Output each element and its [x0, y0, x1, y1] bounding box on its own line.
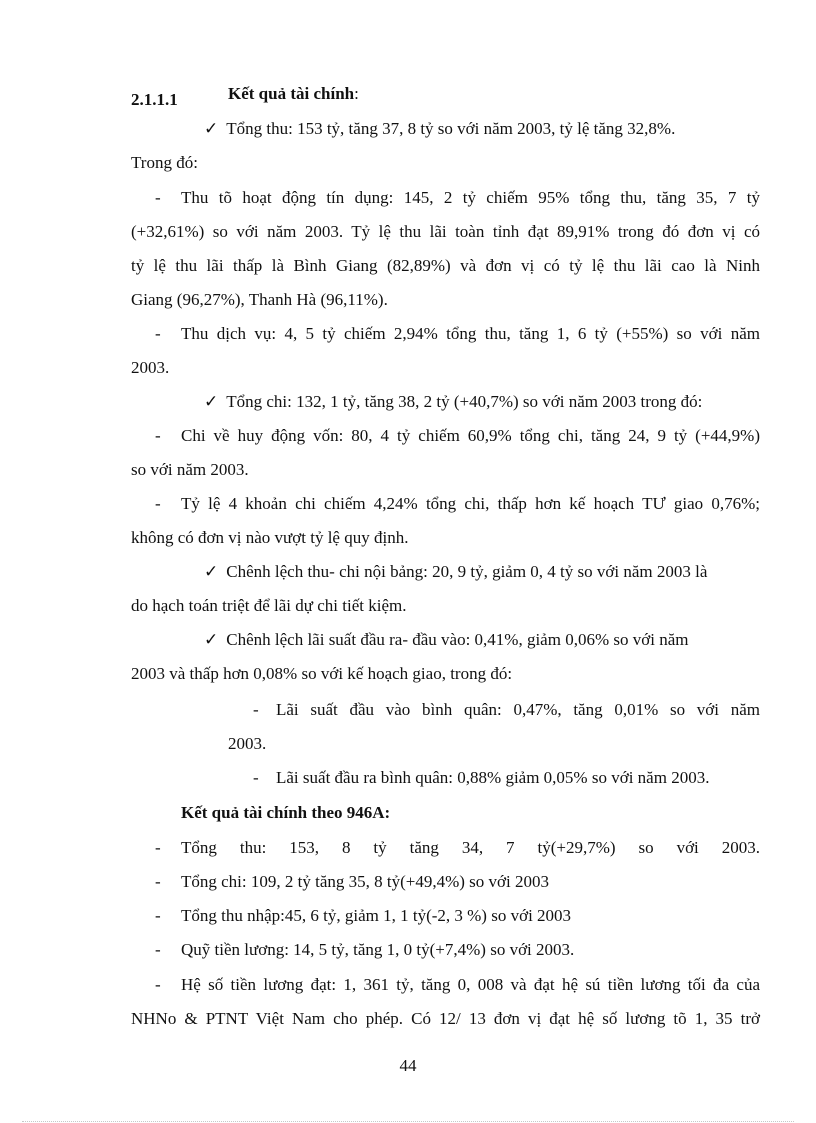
text-line: Chênh lệch lãi suất đầu ra- đầu vào: 0,41%, giảm 0,06% so với năm	[226, 630, 689, 649]
dash-bullet: -	[155, 494, 161, 513]
text-line: 2003.	[131, 358, 170, 377]
text-line: (+32,61%) so với năm 2003. Tỷ lệ thu lãi toàn tỉnh đạt 89,91% trong đó đơn vị có	[131, 222, 760, 241]
text-line: Tổng thu: 153 tỷ, tăng 37, 8 tỷ so với năm 2003, tỷ lệ tăng 32,8%.	[226, 119, 676, 138]
text-line: Tổng thu nhập:45, 6 tỷ, giảm 1, 1 tỷ(-2, 3 %) so với 2003	[181, 906, 572, 925]
list-item-bullet	[155, 494, 181, 514]
dash-bullet: -	[253, 768, 259, 787]
page-bottom-divider	[22, 1121, 794, 1122]
list-item-bullet	[155, 940, 181, 960]
dash-bullet: -	[155, 426, 161, 445]
section-title-text: Kết quả tài chính	[228, 84, 355, 103]
text-line: Thu tõ hoạt động tín dụng: 145, 2 tỷ chiếm 95% tổng thu, tăng 35, 7 tỷ	[181, 188, 760, 207]
list-item-bullet	[155, 324, 181, 344]
checkmark-icon: ✓	[204, 630, 219, 649]
text-line: Giang (96,27%), Thanh Hà (96,11%).	[131, 290, 388, 309]
section-title-colon: :	[354, 84, 359, 103]
text-line: Hệ số tiền lương đạt: 1, 361 tỷ, tăng 0, 008 và đạt hệ sú tiền lương tối đa của	[181, 975, 760, 994]
text-line: Lãi suất đầu ra bình quân: 0,88% giảm 0,05% so với năm 2003.	[276, 768, 710, 787]
dash-bullet: -	[155, 975, 161, 994]
list-item-bullet	[155, 426, 181, 446]
text-line: Tỷ lệ 4 khoản chi chiếm 4,24% tổng chi, thấp hơn kế hoạch TƯ giao 0,76%;	[181, 494, 760, 513]
text-line: Quỹ tiền lương: 14, 5 tỷ, tăng 1, 0 tỷ(+7,4%) so với 2003.	[181, 940, 575, 959]
text-line: 2003.	[228, 734, 267, 753]
section-title	[228, 84, 359, 104]
text-line: Lãi suất đầu vào bình quân: 0,47%, tăng 0,01% so với năm	[276, 700, 760, 719]
list-item-bullet	[155, 838, 181, 858]
section-number: 2.1.1.1	[131, 90, 178, 109]
dash-bullet: -	[155, 188, 161, 207]
text-line: Tổng thu: 153, 8 tỷ tăng 34, 7 tỷ(+29,7%) so với 2003.	[181, 838, 760, 857]
dash-bullet: -	[155, 940, 161, 959]
paragraph-total-expense	[204, 392, 702, 412]
text-line: Trong đó:	[131, 153, 198, 172]
checkmark-icon: ✓	[204, 562, 219, 581]
text-line: Chênh lệch thu- chi nội bảng: 20, 9 tỷ, giảm 0, 4 tỷ so với năm 2003 là	[226, 562, 708, 581]
dash-bullet: -	[155, 906, 161, 925]
text-line: Chi về huy động vốn: 80, 4 tỷ chiếm 60,9% tổng chi, tăng 24, 9 tỷ (+44,9%)	[181, 426, 760, 445]
list-item-bullet	[155, 975, 181, 995]
text-line: không có đơn vị nào vượt tỷ lệ quy định.	[131, 528, 409, 547]
text-line: Tổng chi: 132, 1 tỷ, tăng 38, 2 tỷ (+40,7%) so với năm 2003 trong đó:	[226, 392, 703, 411]
checkmark-icon: ✓	[204, 392, 219, 411]
text-line: do hạch toán triệt để lãi dự chi tiết kiệm.	[131, 596, 407, 615]
paragraph-total-revenue	[204, 119, 675, 139]
text-line: Thu dịch vụ: 4, 5 tỷ chiếm 2,94% tổng thu, tăng 1, 6 tỷ (+55%) so với năm	[181, 324, 760, 343]
text-line: NHNo & PTNT Việt Nam cho phép. Có 12/ 13 đơn vị đạt hệ số lương tõ 1, 35 trở	[131, 1009, 760, 1028]
checkmark-icon: ✓	[204, 119, 219, 138]
text-line: tỷ lệ thu lãi thấp là Bình Giang (82,89%) và đơn vị có tỷ lệ thu lãi cao là Ninh	[131, 256, 760, 275]
text-line: so với năm 2003.	[131, 460, 249, 479]
dash-bullet: -	[155, 872, 161, 891]
list-item-bullet	[155, 906, 181, 926]
dash-bullet: -	[253, 700, 259, 719]
dash-bullet: -	[155, 838, 161, 857]
list-item-bullet	[155, 872, 181, 892]
subsection-heading: Kết quả tài chính theo 946A:	[181, 803, 391, 822]
section-heading	[131, 90, 178, 110]
page-number: 44	[399, 1056, 417, 1075]
list-item-bullet	[155, 188, 181, 208]
paragraph-interest-diff	[204, 630, 760, 650]
text-line: Tổng chi: 109, 2 tỷ tăng 35, 8 tỷ(+49,4%) so với 2003	[181, 872, 549, 891]
paragraph-balance-diff	[204, 562, 760, 582]
dash-bullet: -	[155, 324, 161, 343]
text-line: 2003 và thấp hơn 0,08% so với kế hoạch giao, trong đó:	[131, 664, 513, 683]
